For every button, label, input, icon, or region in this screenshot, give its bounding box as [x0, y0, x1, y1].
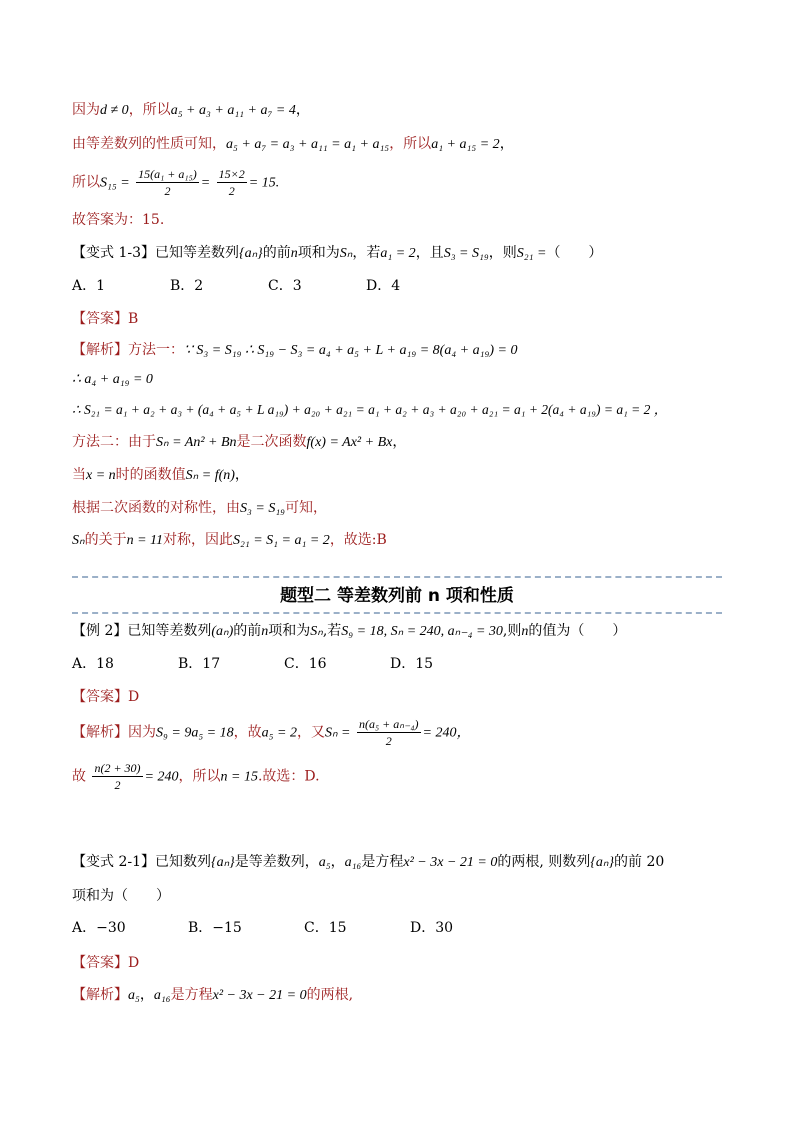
option-d: D．4	[366, 278, 401, 294]
option-a: A．18	[72, 656, 114, 672]
fraction: $\frac{n(2 + 30)}{2}$	[94, 761, 141, 792]
solution-line-2: 由等差数列的性质可知，a₅ + a₇ = a₃ + a₁₁ = a₁ + a₁₅，所以a₁ + a₁₅ = 2，	[72, 136, 514, 152]
variant-2-1-answer: 【答案】D	[72, 955, 140, 971]
variant-1-3-answer: 【答案】B	[72, 311, 139, 327]
fraction: $\frac{\text{n(a₅ + aₙ₋₄)}}{2}$	[358, 717, 419, 748]
option-d: D．15	[390, 656, 434, 672]
variant-1-3-solution-4: 方法二：由于Sₙ = An² + Bn是二次函数f(x) = Ax² + Bx，	[72, 434, 407, 450]
solution-line-3: 所以S₁₅ = $\frac{\text{15(a₁ + a₁₅)}}{2}$ = $\frac{15\times 2}{2}$ = 15.	[72, 167, 280, 198]
variant-2-1-options	[72, 918, 516, 938]
example-2-answer: 【答案】D	[72, 689, 140, 705]
option-c: C．3	[268, 278, 302, 294]
option-d: D．30	[410, 920, 454, 936]
example-2-question: 【例 2】已知等差数列(aₙ)的前n项和为Sₙ,若S₉ = 18, Sₙ = 240, aₙ₋₄ = 30,则n的值为（ ）	[72, 623, 627, 639]
variant-1-3-solution-1: 【解析】方法一：∵ S₃ = S₁₉ ∴ S₁₉ − S₃ = a₄ + a₅ + L + a₁₉ = 8(a₄ + a₁₉) = 0	[72, 342, 518, 358]
example-2-solution-1: 【解析】因为S₉ = 9a₅ = 18，故a₅ = 2，又Sₙ = $\frac{\text{n(a₅ + aₙ₋₄)}}{2}$ = 240，	[72, 717, 471, 748]
fraction: $\frac{\text{15(a₁ + a₁₅)}}{2}$	[138, 167, 197, 198]
option-b: B．2	[170, 278, 204, 294]
variant-1-3-solution-7: Sₙ的关于n = 11对称，因此S₂₁ = S₁ = a₁ = 2，故选:B	[72, 532, 387, 548]
section-title: 题型二 等差数列前 n 项和性质	[280, 586, 514, 606]
variant-1-3-question: 【变式 1-3】已知等差数列{aₙ}的前n项和为Sₙ，若a₁ = 2，且S₃ = S₁₉，则S₂₁ =（ ）	[72, 245, 603, 261]
option-a: A．1	[72, 278, 106, 294]
example-2-solution-2: 故 $\frac{n(2 + 30)}{2}$ = 240，所以n = 15.故选：D.	[72, 761, 320, 792]
variant-2-1-solution-1: 【解析】a₅，a₁₆是方程x² − 3x − 21 = 0的两根,	[72, 987, 354, 1003]
variant-1-3-solution-6: 根据二次函数的对称性，由S₃ = S₁₉可知，	[72, 500, 328, 516]
answer-conclusion: 故答案为：15.	[72, 212, 165, 228]
solution-line-1: 因为d ≠ 0，所以a₅ + a₃ + a₁₁ + a₇ = 4，	[72, 102, 310, 118]
example-2-options	[72, 654, 496, 674]
section-divider-top	[72, 576, 722, 578]
option-c: C．15	[304, 920, 347, 936]
variant-1-3-options	[72, 276, 464, 296]
option-b: B．17	[178, 656, 221, 672]
fraction: $\frac{15\times 2}{2}$	[218, 167, 245, 198]
variant-2-1-question: 【变式 2-1】已知数列{aₙ}是等差数列，a₅，a₁₆是方程x² − 3x − 21 = 0的两根, 则数列{aₙ}的前 20	[72, 854, 665, 870]
section-divider-bottom	[72, 612, 722, 614]
variant-1-3-solution-5: 当x = n时的函数值Sₙ = f(n)，	[72, 467, 249, 483]
variant-1-3-solution-3: ∴ S₂₁ = a₁ + a₂ + a₃ + (a₄ + a₅ + L a₁₉) + a₂₀ + a₂₁ = a₁ + a₂ + a₃ + a₂₀ + a₂₁ = a₁ + 2(a₄ + a₁₉) = a₁ = 2 ，	[72, 402, 668, 417]
variant-1-3-solution-2: ∴ a₄ + a₁₉ = 0	[72, 372, 153, 387]
option-b: B．−15	[188, 920, 242, 936]
variant-2-1-question-cont: 项和为（ ）	[72, 888, 170, 904]
option-a: A．−30	[72, 920, 126, 936]
option-c: C．16	[284, 656, 327, 672]
